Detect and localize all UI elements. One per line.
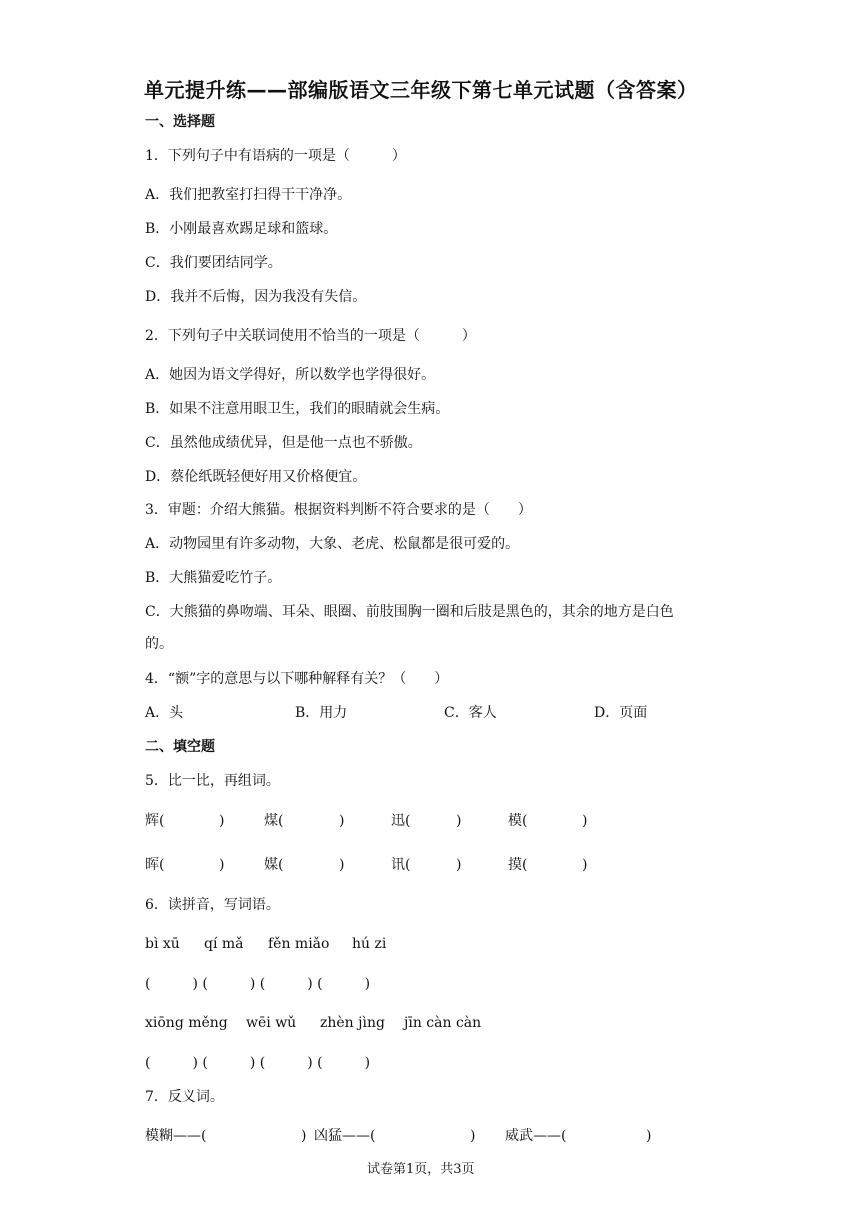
question-2-stem: 2．下列句子中关联词使用不恰当的一项是（ ） [145, 328, 476, 344]
question-1-option-b: B．小刚最喜欢踢足球和篮球。 [145, 221, 338, 237]
question-3-option-a: A．动物园里有许多动物，大象、老虎、松鼠都是很可爱的。 [145, 536, 520, 552]
antonym-item-3: 威武——( [505, 1128, 567, 1144]
question-3-option-c-continued: 的。 [145, 636, 173, 652]
question-2-option-a: A．她因为语文学得好，所以数学也学得很好。 [145, 367, 436, 383]
q5-row2-close-4: ) [582, 857, 588, 873]
question-2-option-b: B．如果不注意用眼卫生，我们的眼睛就会生病。 [145, 401, 450, 417]
q5-row2-close-3: ) [456, 857, 462, 873]
pinyin-4: hú zi [352, 936, 387, 952]
section-heading-choice: 一、选择题 [145, 114, 215, 130]
question-7-stem: 7．反义词。 [145, 1089, 224, 1105]
pinyin-7: zhèn jìng [320, 1015, 385, 1031]
q5-row1-close-1: ) [219, 813, 225, 829]
pinyin-2: qí mǎ [204, 936, 244, 952]
question-6-stem: 6．读拼音，写词语。 [145, 897, 280, 913]
question-4-stem: 4．“额”字的意思与以下哪种解释有关？（ ） [145, 671, 449, 687]
pinyin-1: bì xū [145, 936, 180, 952]
answer-blanks-row-1: ( ) ( ) ( ) ( ) [145, 976, 371, 992]
question-4-option-b: B．用力 [295, 705, 348, 721]
q5-row2-close-1: ) [219, 857, 225, 873]
antonym-close-3: ) [646, 1128, 652, 1144]
question-5-stem: 5．比一比，再组词。 [145, 773, 280, 789]
question-4-option-a: A．头 [145, 705, 184, 721]
pinyin-6: wēi wǔ [246, 1015, 297, 1031]
question-3-option-b: B．大熊猫爱吃竹子。 [145, 570, 282, 586]
question-1-stem: 1．下列句子中有语病的一项是（ ） [145, 148, 406, 164]
antonym-item-1: 模糊——( [145, 1128, 207, 1144]
pinyin-3: fěn miǎo [268, 936, 330, 952]
q5-row2-char-1: 晖( [145, 857, 165, 873]
question-2-option-c: C．虽然他成绩优异，但是他一点也不骄傲。 [145, 435, 422, 451]
question-1-option-c: C．我们要团结同学。 [145, 255, 282, 271]
antonym-close-2: ) [470, 1128, 476, 1144]
answer-blanks-row-2: ( ) ( ) ( ) ( ) [145, 1055, 371, 1071]
q5-row1-char-3: 迅( [391, 813, 411, 829]
q5-row1-char-1: 辉( [145, 813, 165, 829]
q5-row1-char-4: 模( [508, 813, 528, 829]
q5-row1-close-3: ) [456, 813, 462, 829]
q5-row2-close-2: ) [339, 857, 345, 873]
question-1-option-d: D．我并不后悔，因为我没有失信。 [145, 289, 367, 305]
pinyin-5: xiōng měng [145, 1015, 228, 1031]
question-1-option-a: A．我们把教室打扫得干干净净。 [145, 187, 352, 203]
q5-row1-close-4: ) [582, 813, 588, 829]
question-3-option-c: C．大熊猫的鼻吻端、耳朵、眼圈、前肢围胸一圈和后肢是黑色的，其余的地方是白色 [145, 604, 674, 620]
question-4-option-d: D．页面 [594, 705, 648, 721]
page-footer: 试卷第1页，共3页 [367, 1162, 475, 1177]
q5-row2-char-2: 媒( [264, 857, 284, 873]
q5-row1-close-2: ) [339, 813, 345, 829]
section-heading-fill: 二、填空题 [145, 739, 215, 755]
question-4-option-c: C．客人 [444, 705, 497, 721]
page-title: 单元提升练——部编版语文三年级下第七单元试题（含答案） [144, 78, 698, 102]
q5-row2-char-4: 摸( [508, 857, 528, 873]
q5-row1-char-2: 煤( [264, 813, 284, 829]
question-2-option-d: D．蔡伦纸既轻便好用又价格便宜。 [145, 469, 367, 485]
q5-row2-char-3: 讯( [391, 857, 411, 873]
antonym-close-1: ) [301, 1128, 307, 1144]
antonym-item-2: 凶猛——( [314, 1128, 376, 1144]
pinyin-8: jīn càn càn [404, 1015, 482, 1031]
question-3-stem: 3．审题：介绍大熊猫。根据资料判断不符合要求的是（ ） [145, 502, 532, 518]
